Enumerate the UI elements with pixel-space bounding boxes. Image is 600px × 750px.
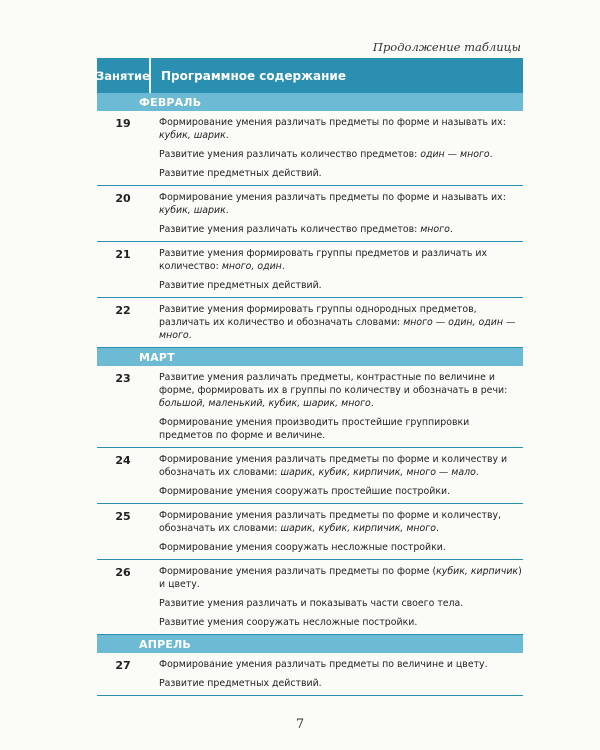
italic-term: много, один [221,261,282,272]
content-item [159,485,523,498]
text-segment: . [225,130,229,141]
table-row [97,560,523,635]
program-content [149,504,523,559]
text-segment: Развитие предметных действий. [159,678,322,689]
lesson-number: 23 [115,372,131,385]
content-item [159,191,523,217]
text-segment: Формирование умения различать предметы по форме ( [159,566,437,577]
program-content [149,366,523,447]
program-content [149,111,523,185]
lesson-number: 26 [115,566,131,579]
month-header: МАРТ [97,348,523,366]
lesson-number: 19 [115,117,131,130]
text-segment: Формирование умения различать предметы по форме и называть их: [159,117,506,128]
table-row [97,111,523,186]
text-segment: Развитие умения различать предметы, контрастные по величине и форме, формировать их в группы по количеству и обозначать в речи: [159,372,508,396]
lesson-number: 25 [115,510,131,523]
content-item [159,247,523,273]
content-item [159,303,523,342]
lesson-number: 24 [115,454,131,467]
content-item [159,453,523,479]
program-content [149,653,523,695]
italic-term: кубик, шарик [159,205,226,216]
italic-term: шарик, кубик, кирпичик, много — мало [280,467,476,478]
content-item [159,167,523,180]
text-segment: Развитие предметных действий. [159,168,322,179]
text-segment: Развитие умения сооружать несложные постройки. [159,617,418,628]
text-segment: Развитие умения различать количество предметов: [159,224,421,235]
content-item [159,658,523,671]
italic-term: много [420,224,450,235]
text-segment: Формирование умения сооружать простейшие постройки. [159,486,451,497]
italic-term: много — один, один — много [159,317,516,341]
content-item [159,677,523,690]
table-row [97,653,523,696]
text-segment: Формирование умения различать предметы по форме и называть их: [159,192,506,203]
content-item [159,597,523,610]
table-row [97,504,523,560]
text-segment: . [188,330,192,341]
month-header: АПРЕЛЬ [97,635,523,653]
content-item [159,616,523,629]
text-segment: . [475,467,479,478]
italic-term: большой, маленький, кубик, шарик, много [159,398,371,409]
text-segment: . [449,224,453,235]
text-segment: Формирование умения различать предметы по форме и количеству и обозначать их словами: [159,454,508,478]
lesson-number: 22 [115,304,131,317]
italic-term: кубик, кирпичик [436,566,519,577]
table-body [97,93,523,696]
content-item [159,116,523,142]
table-row [97,242,523,298]
header-lesson: Занятие [97,58,151,93]
text-segment: Развитие умения формировать группы предметов и различать их количество: [159,248,487,272]
lesson-number: 27 [115,659,131,672]
text-segment: Формирование умения различать предметы по величине и цвету. [159,659,488,670]
italic-term: шарик, кубик, кирпичик, много [280,523,436,534]
text-segment: . [281,261,285,272]
text-segment: Формирование умения различать предметы по форме и количеству, обозначать их словами: [159,510,502,534]
text-segment: Развитие умения различать и показывать части своего тела. [159,598,464,609]
program-content [149,560,523,634]
text-segment: . [489,149,493,160]
text-segment: Формирование умения производить простейшие группировки предметов по форме и величине. [159,417,470,441]
text-segment: . [370,398,374,409]
lesson-number: 20 [115,192,131,205]
table-continuation-caption: Продолжение таблицы [372,40,521,54]
content-item [159,509,523,535]
italic-term: один — много [420,149,490,160]
month-header: ФЕВРАЛЬ [97,93,523,111]
table-row [97,186,523,242]
page-number: 7 [295,717,305,732]
text-segment: Формирование умения сооружать несложные постройки. [159,542,446,553]
content-item [159,416,523,442]
text-segment: . [225,205,229,216]
table-header [97,58,523,93]
italic-term: кубик, шарик [159,130,226,141]
table-row [97,448,523,504]
text-segment: Развитие умения различать количество предметов: [159,149,421,160]
table-row [97,298,523,348]
content-item [159,371,523,410]
program-content [149,448,523,503]
header-program-content: Программное содержание [161,68,346,83]
text-segment: ) и цвету. [159,566,522,590]
table-row [97,366,523,448]
content-item [159,279,523,292]
text-segment: . [435,523,439,534]
text-segment: Развитие умения формировать группы однородных предметов, различать их количество и обозначать словами: [159,304,477,328]
content-item [159,148,523,161]
content-item [159,541,523,554]
program-table [97,58,523,696]
program-content [149,186,523,241]
content-item [159,565,523,591]
program-content [149,298,523,347]
program-content [149,242,523,297]
content-item [159,223,523,236]
text-segment: Развитие предметных действий. [159,280,322,291]
lesson-number: 21 [115,248,131,261]
